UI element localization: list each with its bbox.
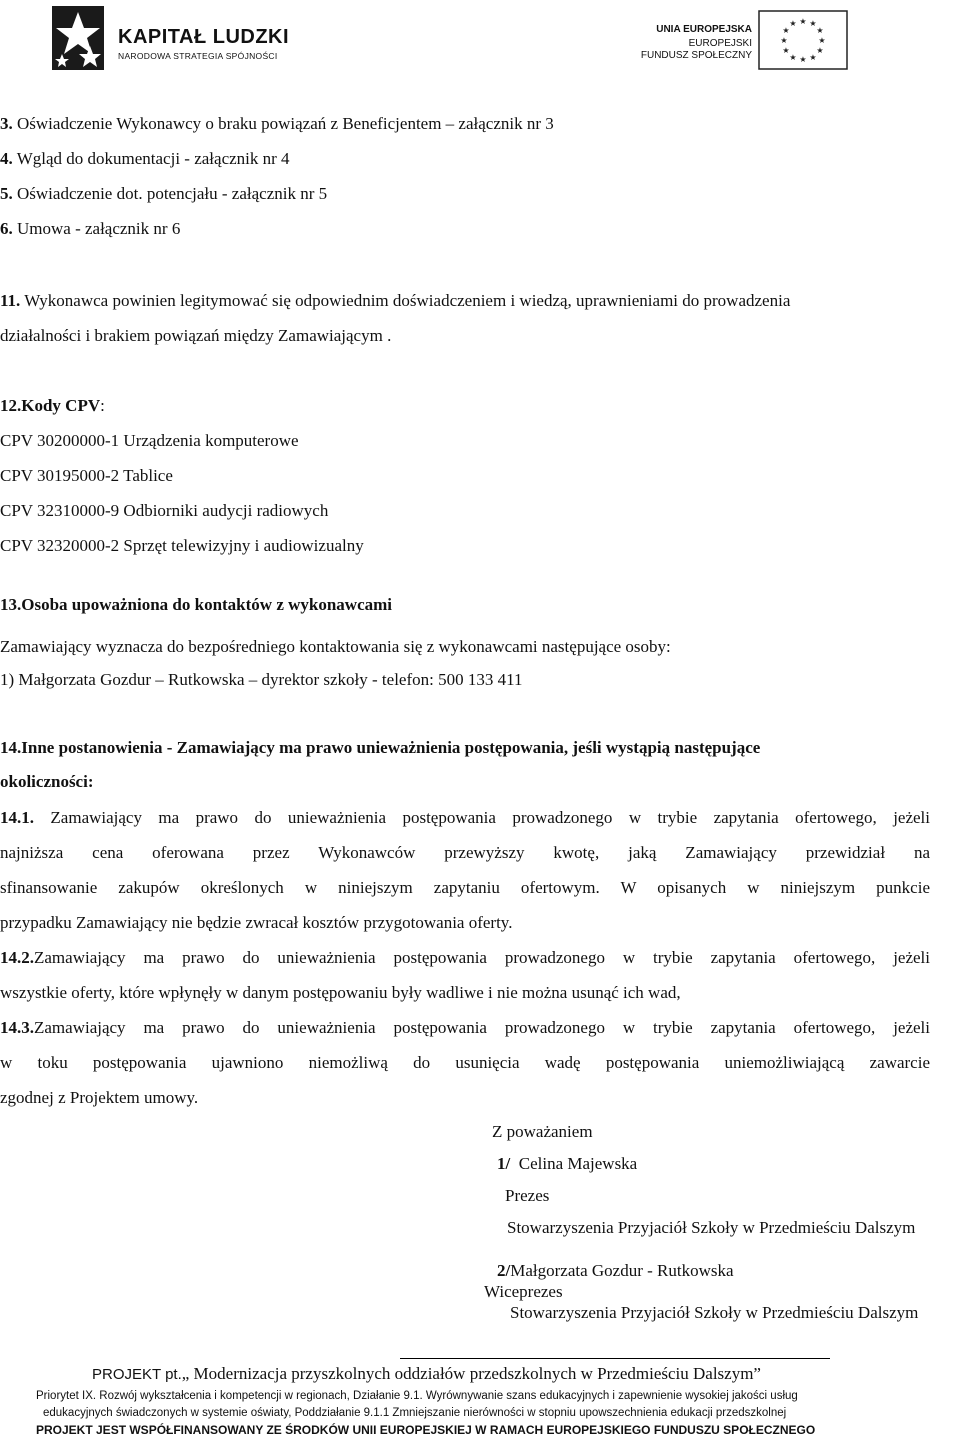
attachment-text: Oświadczenie Wykonawcy o braku powiązań z Beneficjentem – załącznik nr 3 <box>17 114 554 133</box>
signature-2-organization: Stowarzyszenia Przyjaciół Szkoły w Przedmieściu Dalszym <box>510 1303 919 1322</box>
attachment-number: 5. <box>0 184 13 203</box>
section-14-3-line3: zgodnej z Projektem umowy. <box>0 1088 199 1107</box>
section-13-heading <box>0 595 392 615</box>
svg-text:★: ★ <box>799 55 807 64</box>
section-14-heading <box>0 738 760 758</box>
section-14-1-text: Zamawiający ma prawo do unieważnienia postępowania prowadzonego w trybie zapytania ofertowego, jeżeli <box>50 808 931 827</box>
kapital-ludzki-title: KAPITAŁ LUDZKI <box>118 26 290 48</box>
subsection-number: 14.2. <box>0 948 34 967</box>
signature-number: 2/ <box>497 1261 511 1280</box>
footer-priority-line: Priorytet IX. Rozwój wykształcenia i kompetencji w regionach, Działanie 9.1. Wyrównywanie szans edukacyjnych i zapewnienie wysokiej jakości usług <box>36 1390 798 1402</box>
section-number: 12. <box>0 396 22 415</box>
svg-text:★: ★ <box>799 17 807 26</box>
cpv-code-item: CPV 30200000-1 Urządzenia komputerowe <box>0 431 299 450</box>
section-14-title-1: Inne postanowienia - Zamawiający ma prawo unieważnienia postępowania, jeśli wystąpią następujące <box>21 738 761 757</box>
svg-text:★: ★ <box>818 36 826 45</box>
svg-text:★: ★ <box>782 46 790 55</box>
attachment-text: Oświadczenie dot. potencjału - załącznik nr 5 <box>17 184 328 203</box>
cpv-code-item: CPV 30195000-2 Tablice <box>0 466 173 485</box>
kapital-ludzki-logo <box>48 2 308 74</box>
section-12-title: Kody CPV <box>21 396 101 415</box>
subsection-number: 14.1. <box>0 808 34 827</box>
footer-subaction-line: edukacyjnych świadczonych w systemie oświaty, Poddziałanie 9.1.1 Zmniejszanie nierówności w stopniu upowszechnienia edukacji przedszkolnej <box>43 1407 787 1419</box>
section-14-2-line2: wszystkie oferty, które wpłynęły w danym postępowaniu były wadliwe i nie można usunąć ich wad, <box>0 983 681 1002</box>
section-11-text-1: Wykonawca powinien legitymować się odpowiednim doświadczeniem i wiedzą, uprawnieniami do prowadzenia <box>24 291 791 310</box>
section-12-colon: : <box>100 396 105 415</box>
signature-2-role: Wiceprezes <box>484 1282 563 1301</box>
attachment-text: Umowa - załącznik nr 6 <box>17 219 181 238</box>
section-14-1-line1 <box>0 808 930 828</box>
section-14-1-line4: przypadku Zamawiający nie będzie zwracał kosztów przygotowania oferty. <box>0 913 513 932</box>
section-14-2-line1 <box>0 948 930 968</box>
section-14-1-line3: sfinansowanie zakupów określonych w niniejszym zapytaniu ofertowym. W opisanych w niniejszym punkcie <box>0 878 930 897</box>
signature-number: 1/ <box>497 1154 511 1173</box>
section-number: 14. <box>0 738 22 757</box>
subsection-number: 14.3. <box>0 1018 34 1037</box>
svg-text:★: ★ <box>816 46 824 55</box>
section-12-heading <box>0 396 105 416</box>
svg-text:★: ★ <box>782 26 790 35</box>
svg-text:★: ★ <box>816 26 824 35</box>
section-11-line1 <box>0 291 790 311</box>
attachment-number: 4. <box>0 149 13 168</box>
eu-logo-line1: UNIA EUROPEJSKA <box>656 24 752 35</box>
footer-project-prefix: PROJEKT pt. <box>92 1366 182 1383</box>
attachment-number: 6. <box>0 219 13 238</box>
footer-divider <box>400 1358 830 1359</box>
signature-name: Celina Majewska <box>518 1154 638 1173</box>
svg-text:★: ★ <box>809 53 817 62</box>
cpv-code-item: CPV 32320000-2 Sprzęt telewizyjny i audiowizualny <box>0 536 364 555</box>
attachment-item-3 <box>0 114 554 134</box>
signature-2-name <box>497 1261 734 1281</box>
section-13-title: Osoba upoważniona do kontaktów z wykonawcami <box>21 595 393 614</box>
section-number: 11. <box>0 291 21 310</box>
attachment-item-5 <box>0 184 327 204</box>
section-14-2-text: Zamawiający ma prawo do unieważnienia postępowania prowadzonego w trybie zapytania ofertowego, jeżeli <box>34 948 930 967</box>
section-14-3-line2: w toku postępowania ujawniono niemożliwą do usunięcia wadę postępowania uniemożliwiającą zawarcie <box>0 1053 930 1072</box>
svg-text:★: ★ <box>780 36 788 45</box>
section-11-line2: działalności i brakiem powiązań między Zamawiającym . <box>0 326 392 345</box>
footer-project-name: „ Modernizacja przyszkolnych oddziałów przedszkolnych w Przedmieściu Dalszym” <box>181 1364 761 1383</box>
kapital-ludzki-emblem-icon <box>48 2 108 74</box>
eu-logo <box>638 8 848 70</box>
kapital-ludzki-subtitle: NARODOWA STRATEGIA SPÓJNOŚCI <box>118 51 278 61</box>
section-14-3-text: Zamawiający ma prawo do unieważnienia postępowania prowadzonego w trybie zapytania ofertowego, jeżeli <box>34 1018 930 1037</box>
section-14-title-2: okoliczności: <box>0 772 94 791</box>
svg-text:★: ★ <box>809 19 817 28</box>
eu-logo-line3: FUNDUSZ SPOŁECZNY <box>640 50 752 61</box>
signature-1-role: Prezes <box>505 1186 550 1205</box>
svg-text:★: ★ <box>789 53 797 62</box>
section-number: 13. <box>0 595 22 614</box>
signature-name: Małgorzata Gozdur - Rutkowska <box>510 1261 734 1280</box>
signature-greeting: Z poważaniem <box>492 1122 593 1141</box>
footer-cofinancing-line: PROJEKT JEST WSPÓŁFINANSOWANY ZE ŚRODKÓW UNII EUROPEJSKIEJ W RAMACH EUROPEJSKIEGO FUNDUSZU SPOŁECZNEGO <box>36 1423 816 1437</box>
section-13-contact-person: 1) Małgorzata Gozdur – Rutkowska – dyrektor szkoły - telefon: 500 133 411 <box>0 670 523 689</box>
eu-logo-line2: EUROPEJSKI <box>688 38 752 49</box>
eu-flag-icon <box>758 10 848 70</box>
attachment-text: Wgląd do dokumentacji - załącznik nr 4 <box>16 149 290 168</box>
section-14-3-line1 <box>0 1018 930 1038</box>
section-13-line1: Zamawiający wyznacza do bezpośredniego kontaktowania się z wykonawcami następujące osoby: <box>0 637 671 656</box>
svg-text:★: ★ <box>789 19 797 28</box>
section-14-1-line2: najniższa cena oferowana przez Wykonawców przewyższy kwotę, jaką Zamawiający przewidział na <box>0 843 930 862</box>
cpv-code-item: CPV 32310000-9 Odbiorniki audycji radiowych <box>0 501 329 520</box>
attachment-item-4 <box>0 149 290 169</box>
attachment-item-6 <box>0 219 180 239</box>
footer-project-title <box>92 1364 761 1384</box>
signature-1-name <box>497 1154 637 1174</box>
attachment-number: 3. <box>0 114 13 133</box>
signature-1-organization: Stowarzyszenia Przyjaciół Szkoły w Przedmieściu Dalszym <box>507 1218 916 1237</box>
